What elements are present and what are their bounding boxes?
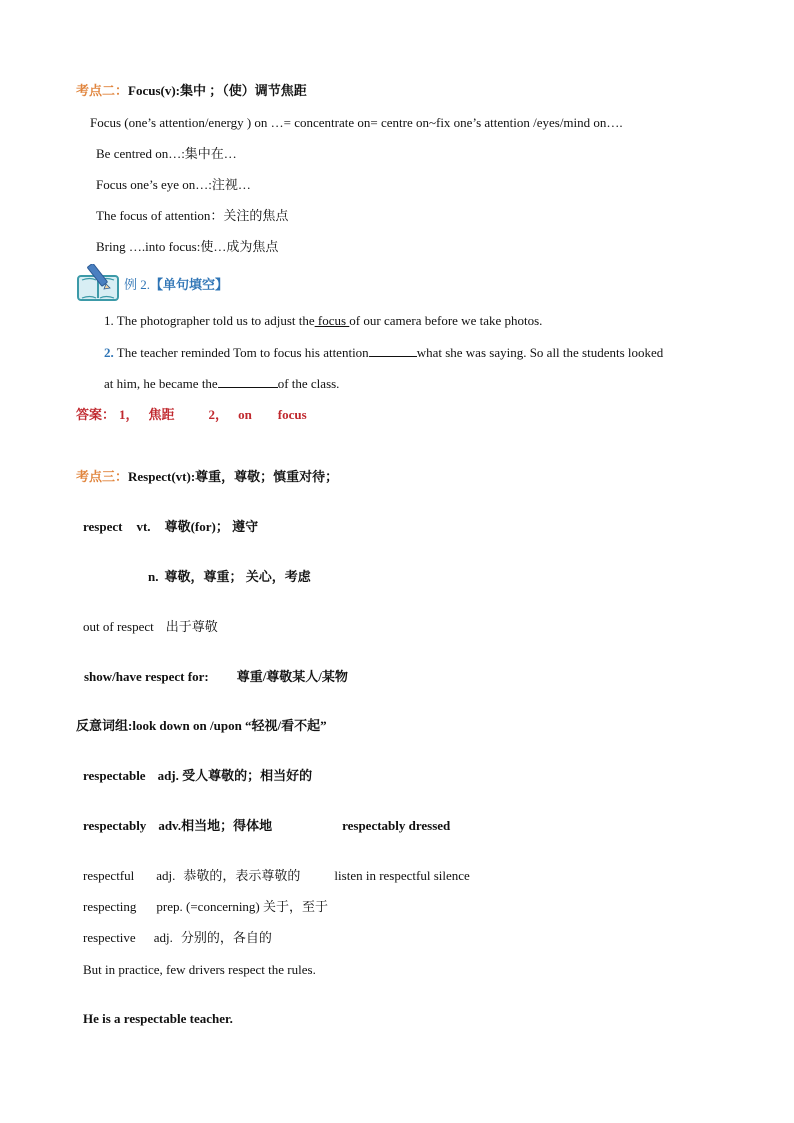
kp3-show-respect: [84, 668, 348, 686]
kp3-respect-noun: [148, 568, 311, 586]
question-2-continued: [104, 374, 339, 393]
q1-filled-answer: focus: [314, 313, 350, 328]
respective-word: respective: [83, 930, 136, 945]
respecting-word: respecting: [83, 899, 137, 914]
q2-text-middle: what she was saying. So all the students looked: [416, 345, 664, 360]
out-of-respect-phrase: out of respect: [83, 619, 154, 634]
kp2-title: Focus(v):集中 ；（使）调节焦距: [128, 83, 307, 98]
respectably-word: respectably: [83, 818, 147, 833]
out-of-respect-meaning: 出于尊敬: [165, 619, 218, 634]
kp3-example-sentence-1: But in practice, few drivers respect the rules.: [83, 962, 316, 977]
q2-blank-2[interactable]: [218, 374, 278, 388]
show-respect-meaning: 尊重/尊敬某人/某物: [236, 669, 348, 684]
kp3-respective: [83, 929, 272, 947]
respect-n-pos: n.: [148, 569, 159, 584]
kp2-label: 考点二：: [76, 83, 129, 98]
q2-cont-after: of the class.: [277, 376, 340, 391]
example-heading: [124, 276, 228, 294]
show-respect-phrase: show/have respect for:: [84, 669, 209, 684]
respective-pos: adj.: [153, 930, 173, 945]
q2-cont-before: at him, he became the: [104, 376, 218, 391]
respect-word: respect: [83, 519, 123, 534]
kp3-antonym: 反意词组:look down on /upon “轻视/看不起”: [76, 718, 327, 733]
respectful-pos: adj.: [156, 868, 176, 883]
respectful-meaning: 恭敬的，表示尊敬的: [183, 868, 301, 883]
example-tag: 【单句填空】: [150, 277, 229, 292]
answer-2-value-1: on: [238, 407, 252, 422]
kp2-heading: [76, 82, 307, 100]
respectful-example: listen in respectful silence: [334, 868, 470, 883]
answer-1-value: 焦距: [148, 407, 175, 422]
kp2-item-1: Be centred on…:集中在…: [96, 146, 237, 161]
respect-vt-meaning: 尊敬(for)； 遵守: [164, 519, 259, 534]
kp2-item-3: The focus of attention：关注的焦点: [96, 208, 289, 223]
respect-n-meaning: 尊敬，尊重； 关心，考虑: [164, 569, 311, 584]
respective-meaning: 分别的，各自的: [180, 930, 272, 945]
kp2-item-4: Bring ….into focus:使…成为焦点: [96, 239, 279, 254]
respectable-meaning: adj. 受人尊敬的；相当好的: [157, 768, 313, 783]
kp2-definition: Focus (one’s attention/energy ) on …= concentrate on= centre on~fix one’s attention /eyes/mind on….: [90, 115, 623, 130]
kp2-item-2: Focus one’s eye on…:注视…: [96, 177, 251, 192]
question-1: [104, 312, 542, 330]
kp3-title: Respect(vt):尊重，尊敬；慎重对待；: [128, 469, 339, 484]
q2-text-before: The teacher reminded Tom to focus his attention: [113, 345, 369, 360]
respecting-meaning: prep. (=concerning) 关于，至于: [156, 899, 329, 914]
respectably-example: respectably dressed: [342, 818, 451, 833]
respect-vt-pos: vt.: [136, 519, 151, 534]
kp3-example-sentence-2: He is a respectable teacher.: [83, 1011, 233, 1026]
answer-label: 答案：: [76, 407, 116, 422]
answer-1-number: 1，: [119, 407, 139, 422]
kp3-respectable: [83, 767, 312, 785]
answer-line: [76, 406, 307, 424]
respectful-word: respectful: [83, 868, 135, 883]
kp3-out-of-respect: [83, 618, 218, 636]
respectably-meaning: adv.相当地；得体地: [158, 818, 273, 833]
q1-text-before: 1. The photographer told us to adjust the: [104, 313, 315, 328]
respectable-word: respectable: [83, 768, 146, 783]
q2-blank-1[interactable]: [369, 343, 417, 357]
kp3-respecting: [83, 898, 328, 916]
kp3-heading: [76, 468, 338, 486]
question-2: [104, 343, 663, 362]
answer-2-value-2: focus: [277, 407, 307, 422]
example-label: 例 2.: [124, 277, 151, 292]
q1-text-after: of our camera before we take photos.: [349, 313, 543, 328]
kp3-respectful: [83, 867, 470, 885]
kp3-respectably: [83, 817, 450, 835]
kp3-respect-verb: [83, 518, 258, 536]
answer-2-number: 2，: [208, 407, 229, 422]
q2-number: 2.: [104, 345, 114, 360]
kp3-label: 考点三：: [76, 469, 129, 484]
book-pencil-icon: [76, 264, 122, 302]
